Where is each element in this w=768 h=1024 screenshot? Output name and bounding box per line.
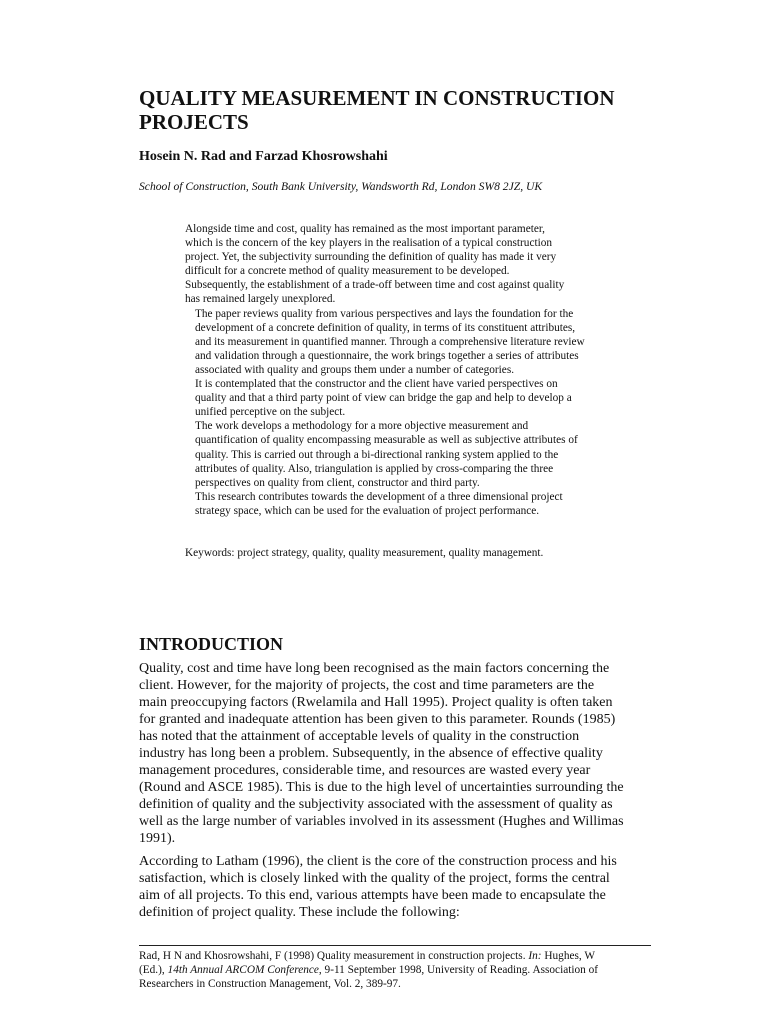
text-line: strategy space, which can be used for the evaluation of project performance.: [195, 504, 540, 517]
text-line: definition of quality and the subjectivity associated with the assessment of quality as: [139, 797, 613, 812]
text-line: management procedures, considerable time, and resources are wasted every year: [139, 763, 591, 778]
text-line: difficult for a concrete method of quality measurement to be developed.: [185, 265, 510, 278]
citation-footer: [139, 949, 659, 991]
introduction-paragraph-2: [139, 853, 639, 921]
text-line: Alongside time and cost, quality has remained as the most important parameter,: [185, 223, 546, 235]
text-line: aim of all projects. To this end, various attempts have been made to encapsulate the: [139, 888, 606, 903]
text-line: for granted and inadequate attention has been given to this parameter. Rounds (1985): [139, 712, 616, 727]
paper-title: QUALITY MEASUREMENT IN CONSTRUCTION PROJECTS: [139, 86, 615, 134]
abstract-paragraph: [185, 222, 645, 307]
text-line: associated with quality and groups them under a number of categories.: [195, 363, 515, 376]
abstract-paragraph: [185, 307, 645, 377]
text-line: quality. This is carried out through a bi-directional ranking system applied to the: [195, 448, 559, 461]
text-line: attributes of quality. Also, triangulation is applied by cross-comparing the three: [195, 462, 554, 475]
abstract-paragraph: [185, 377, 645, 419]
text-line: main preoccupying factors (Rwelamila and Hall 1995). Project quality is often taken: [139, 695, 613, 710]
keywords: Keywords: project strategy, quality, quality measurement, quality management.: [185, 547, 544, 559]
text-line: 1991).: [139, 831, 176, 846]
text-line: which is the concern of the key players in the realisation of a typical construction: [185, 237, 553, 250]
text-line: The work develops a methodology for a more objective measurement and: [195, 420, 529, 433]
text-line: industry has long been a problem. Subsequently, in the absence of effective quality: [139, 746, 603, 761]
text-line: definition of project quality. These include the following:: [139, 905, 460, 920]
text-line: perspectives on quality from client, constructor and third party.: [195, 476, 480, 489]
abstract-paragraph: [185, 490, 645, 518]
text-line: (Round and ASCE 1985). This is due to the high level of uncertainties surrounding the: [139, 780, 624, 795]
text-line: and validation through a questionnaire, the work brings together a series of attributes: [195, 349, 579, 362]
text-line: The paper reviews quality from various perspectives and lays the foundation for the: [195, 307, 574, 320]
text-line: It is contemplated that the constructor and the client have varied perspectives on: [195, 378, 558, 391]
text-line: and its measurement in quantified manner. Through a comprehensive literature review: [195, 335, 585, 348]
text-line: According to Latham (1996), the client is the core of the construction process and his: [139, 854, 617, 869]
introduction-paragraph-1: [139, 660, 639, 847]
text-line: has noted that the attainment of acceptable levels of quality in the construction: [139, 729, 580, 744]
text-line: well as the large number of variables involved in its assessment (Hughes and Willimas: [139, 814, 624, 829]
text-line: Quality, cost and time have long been recognised as the main factors concerning the: [139, 661, 610, 676]
text-line: development of a concrete definition of quality, in terms of its constituent attributes,: [195, 321, 576, 334]
text-line: satisfaction, which is closely linked with the quality of the project, forms the central: [139, 871, 610, 886]
text-line: This research contributes towards the development of a three dimensional project: [195, 490, 563, 503]
text-line: unified perceptive on the subject.: [195, 406, 346, 419]
text-line: client. However, for the majority of projects, the cost and time parameters are the: [139, 678, 595, 693]
abstract-paragraph: [185, 419, 645, 489]
abstract: [185, 222, 645, 518]
text-line: project. Yet, the subjectivity surrounding the definition of quality has made it very: [185, 251, 557, 264]
author-affiliation: School of Construction, South Bank University, Wandsworth Rd, London SW8 2JZ, UK: [139, 180, 543, 193]
footnote-rule: [139, 945, 651, 946]
citation-line-1: Rad, H N and Khosrowshahi, F (1998) Quality measurement in construction projects. In: Hughes, W: [139, 950, 595, 962]
citation-line-3: Researchers in Construction Management, Vol. 2, 389-97.: [139, 978, 401, 990]
section-heading-introduction: INTRODUCTION: [139, 634, 284, 654]
citation-line-2: (Ed.), 14th Annual ARCOM Conference, 9-11 September 1998, University of Reading. Association of: [139, 964, 599, 976]
text-line: has remained largely unexplored.: [185, 293, 336, 306]
text-line: quality and that a third party point of view can bridge the gap and help to develop a: [195, 392, 572, 405]
paper-authors: Hosein N. Rad and Farzad Khosrowshahi: [139, 149, 388, 164]
text-line: quantification of quality encompassing measurable as well as subjective attributes of: [195, 434, 578, 447]
text-line: Subsequently, the establishment of a trade-off between time and cost against quality: [185, 279, 565, 292]
